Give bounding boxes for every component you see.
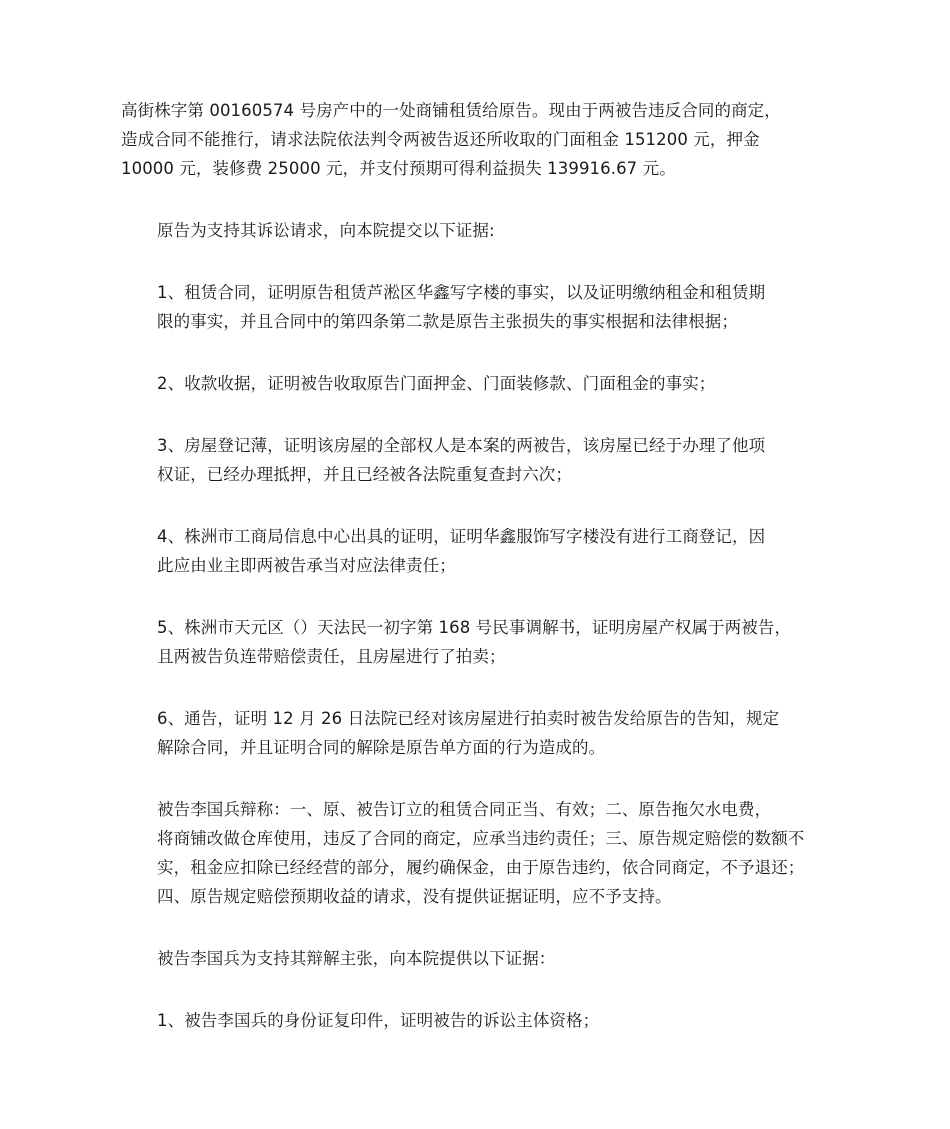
paragraph-evidence-5	[121, 613, 833, 671]
text-line: 且两被告负连带赔偿责任，且房屋进行了拍卖；	[157, 647, 506, 666]
text-line: 5、株洲市天元区（）天法民一初字第 168 号民事调解书，证明房屋产权属于两被告，	[157, 618, 792, 637]
text-line: 2、收款收据，证明被告收取原告门面押金、门面装修款、门面租金的事实；	[157, 374, 716, 393]
paragraph-defendant-evidence-1	[121, 1006, 833, 1035]
paragraph-evidence-2	[121, 369, 833, 398]
paragraph-evidence-1	[121, 278, 833, 336]
text-line: 原告为支持其诉讼请求，向本院提交以下证据:	[157, 221, 495, 240]
text-line: 1、被告李国兵的身份证复印件，证明被告的诉讼主体资格；	[157, 1011, 600, 1030]
text-line: 实，租金应扣除已经经营的部分，履约确保金，由于原告违约，依合同商定，不予退还；	[157, 858, 805, 877]
text-line: 造成合同不能推行，请求法院依法判令两被告返还所收取的门面租金 151200 元，押金	[121, 130, 760, 149]
text-line: 10000 元，装修费 25000 元，并支付预期可得利益损失 139916.67 元。	[121, 159, 676, 178]
text-line: 限的事实，并且合同中的第四条第二款是原告主张损失的事实根据和法律根据；	[157, 312, 738, 331]
paragraph-evidence-3	[121, 431, 833, 489]
text-line: 四、原告规定赔偿预期收益的请求，没有提供证据证明，应不予支持。	[157, 887, 672, 906]
text-line: 被告李国兵辩称：一、原、被告订立的租赁合同正当、有效；二、原告拖欠水电费，	[157, 800, 772, 819]
paragraph-claim	[121, 96, 833, 183]
text-line: 3、房屋登记薄，证明该房屋的全部权人是本案的两被告，该房屋已经于办理了他项	[157, 436, 766, 455]
text-line: 高街株字第 00160574 号房产中的一处商铺租赁给原告。现由于两被告违反合同的商定，	[121, 101, 781, 120]
document-body	[121, 96, 833, 1068]
text-line: 解除合同，并且证明合同的解除是原告单方面的行为造成的。	[157, 738, 606, 757]
text-line: 权证，已经办理抵押，并且已经被各法院重复查封六次；	[157, 465, 572, 484]
text-line: 被告李国兵为支持其辩解主张，向本院提供以下证据：	[157, 949, 556, 968]
text-line: 6、通告，证明 12 月 26 日法院已经对该房屋进行拍卖时被告发给原告的告知，规定	[157, 709, 780, 728]
paragraph-plaintiff-evidence-intro	[121, 216, 833, 245]
text-line: 将商铺改做仓库使用，违反了合同的商定，应承当违约责任；三、原告规定赔偿的数额不	[157, 829, 805, 848]
paragraph-evidence-6	[121, 704, 833, 762]
paragraph-evidence-4	[121, 522, 833, 580]
text-line: 此应由业主即两被告承当对应法律责任；	[157, 556, 456, 575]
paragraph-defendant-argument	[121, 795, 833, 911]
text-line: 4、株洲市工商局信息中心出具的证明，证明华鑫服饰写字楼没有进行工商登记，因	[157, 527, 766, 546]
paragraph-defendant-evidence-intro	[121, 944, 833, 973]
text-line: 1、租赁合同，证明原告租赁芦淞区华鑫写字楼的事实，以及证明缴纳租金和租赁期	[157, 283, 766, 302]
